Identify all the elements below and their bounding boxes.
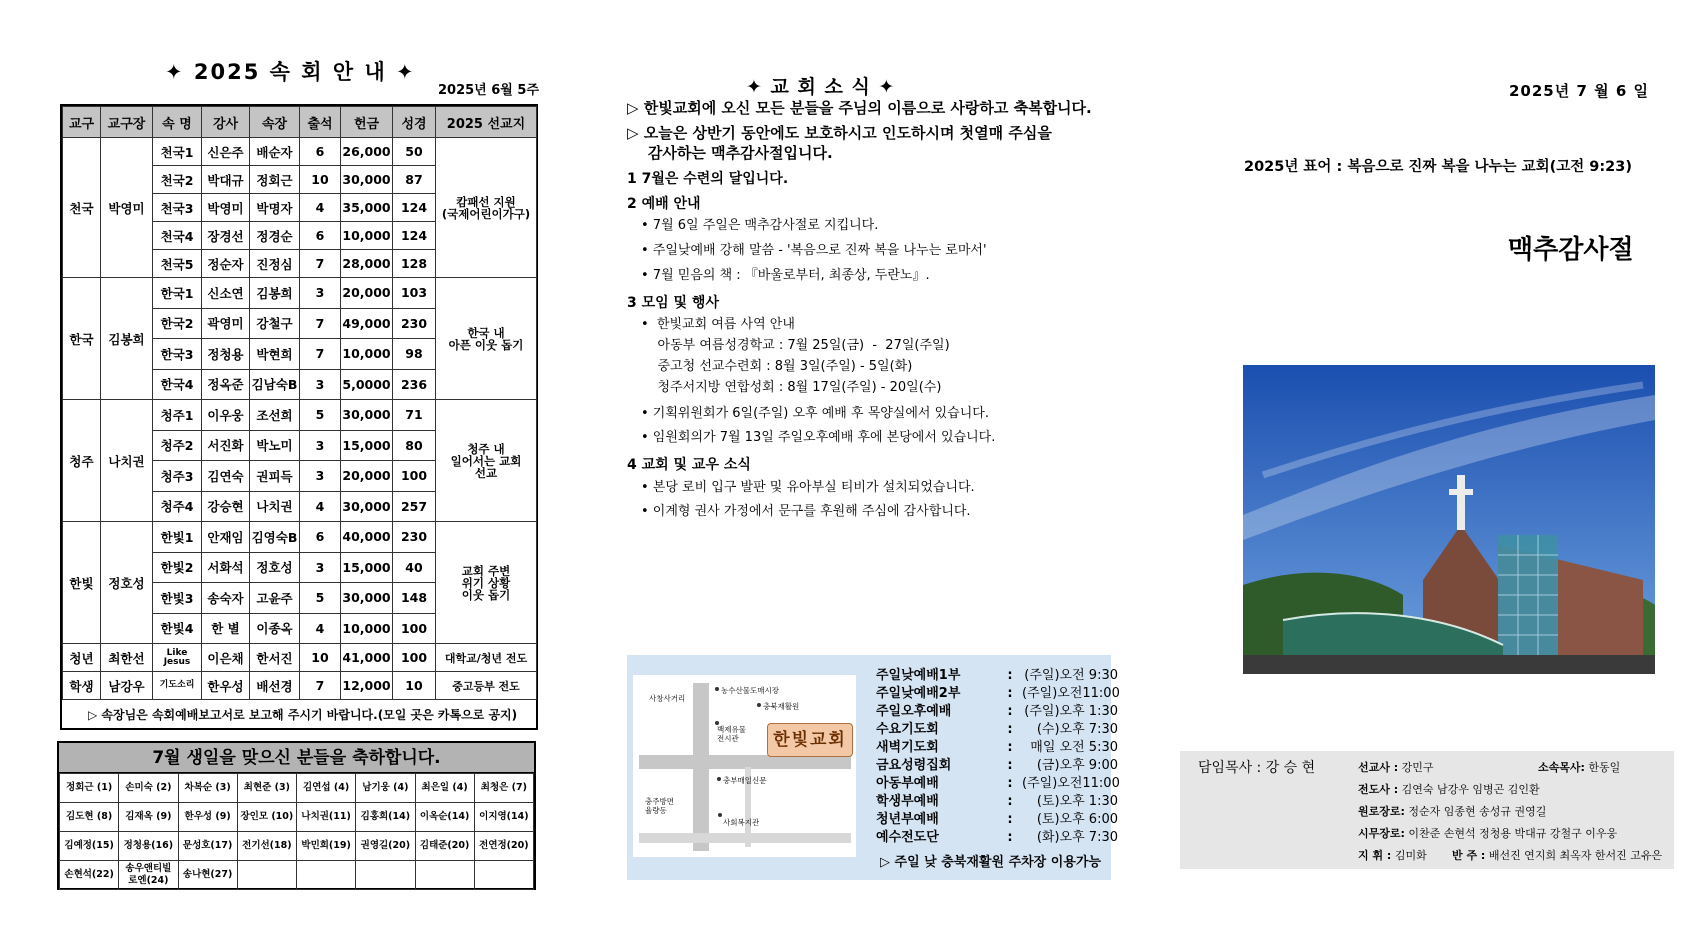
table-cell: 41,000 (341, 644, 393, 672)
service-time: (금)오후 9:00 (1036, 758, 1118, 773)
map-marker (757, 703, 761, 707)
table-row (63, 400, 537, 431)
news-section-3: 3 모임 및 행사 (627, 295, 719, 311)
table-cell: 28,000 (341, 250, 393, 278)
birthday-cell: 정회근 (1) (60, 774, 119, 803)
table-cell: 신은주 (202, 138, 250, 166)
church-location-map[interactable] (633, 675, 856, 857)
table-row (63, 138, 537, 166)
staff-names: 이찬준 손현석 정청용 박대규 강철구 이우웅 (1408, 827, 1618, 840)
table-cell: 230 (393, 308, 436, 339)
intro-line: 감사하는 맥추감사절입니다. (627, 144, 833, 162)
table-cell: 230 (393, 522, 436, 553)
table-cell: 청주3 (153, 461, 202, 492)
table-cell: 7 (300, 250, 341, 278)
birthday-cell: 한우성 (9) (178, 803, 237, 832)
district-leader-cell: 나치권 (101, 400, 153, 522)
table-cell: 배순자 (250, 138, 300, 166)
map-marker (717, 777, 721, 781)
intro-line: ▷ 한빛교회에 오신 모든 분들을 주님의 이름으로 사랑하고 축복합니다. (627, 99, 1092, 117)
birthday-cell: 김홍희(14) (356, 803, 415, 832)
table-cell: 천국5 (153, 250, 202, 278)
cell-group-table-frame (60, 104, 538, 730)
birthday-cell: 장인모 (10) (237, 803, 296, 832)
table-cell: 10 (393, 672, 436, 700)
birthday-cell: 김태준(20) (415, 832, 474, 861)
table-cell: 80 (393, 430, 436, 461)
table-cell: 정경순 (250, 222, 300, 250)
schedule-row (876, 808, 1118, 826)
birthday-cell: 문성호(17) (178, 832, 237, 861)
birthday-cell: 최현준 (3) (237, 774, 296, 803)
sep: : (1007, 704, 1013, 719)
table-cell: 15,000 (341, 552, 393, 583)
table-cell: 한국1 (153, 278, 202, 309)
table-cell: 26,000 (341, 138, 393, 166)
staff-names: 배선진 연지희 최옥자 한서진 고유은 (1488, 849, 1663, 862)
table-cell: 4 (300, 194, 341, 222)
table-cell: 124 (393, 222, 436, 250)
col-header: 헌금 (341, 107, 393, 138)
district-leader-cell: 정호성 (101, 522, 153, 644)
staff-names: 정순자 임종현 송성규 권영길 (1408, 805, 1547, 818)
table-cell: 3 (300, 461, 341, 492)
table-cell: 최한선 (101, 644, 153, 672)
table-cell: 71 (393, 400, 436, 431)
table-cell: 장경선 (202, 222, 250, 250)
table-cell: 곽영미 (202, 308, 250, 339)
news-item: • 주일낮예배 강해 말씀 - '복음으로 진짜 복을 나누는 로마서' (641, 243, 987, 258)
schedule-row (876, 664, 1118, 682)
table-cell: 고윤주 (250, 583, 300, 614)
service-name: 학생부예배 (876, 794, 939, 809)
birthday-cell: 김연섭 (4) (297, 774, 356, 803)
table-cell: 7 (300, 308, 341, 339)
table-cell: 7 (300, 672, 341, 700)
table-cell: 3 (300, 552, 341, 583)
table-cell: 한우성 (202, 672, 250, 700)
service-name: 주일오후예배 (876, 704, 952, 719)
service-time: (주일)오전11:00 (1022, 776, 1120, 791)
table-cell: 5 (300, 583, 341, 614)
staff-role: 소속목사: (1538, 761, 1585, 774)
table-cell: 안재임 (202, 522, 250, 553)
church-photo (1243, 365, 1655, 674)
birthday-cell: 이옥순(14) (415, 803, 474, 832)
district-cell: 천국 (63, 138, 101, 278)
table-cell: 정청용 (202, 339, 250, 370)
birthday-cell: 전기선(18) (237, 832, 296, 861)
service-time: (주일)오후 1:30 (1024, 704, 1118, 719)
staff-names: 한동일 (1588, 761, 1621, 774)
sep: : (1007, 722, 1013, 737)
map-label: 충주방면 율량동 (645, 797, 674, 815)
map-label: 농수산물도매시장 (721, 686, 779, 695)
schedule-row (876, 826, 1118, 844)
birthday-cell: 이지영(14) (474, 803, 533, 832)
birthday-row (60, 774, 534, 803)
staff-accompanist (1452, 847, 1662, 863)
birthday-cell: 손현석(22) (60, 861, 119, 890)
table-cell: 10 (300, 644, 341, 672)
service-time: (화)오후 7:30 (1036, 830, 1118, 845)
table-cell: 중고등부 전도 (436, 672, 537, 700)
table-cell: 98 (393, 339, 436, 370)
col-header: 교구 (63, 107, 101, 138)
birthday-table (59, 773, 534, 890)
table-cell: 124 (393, 194, 436, 222)
table-cell: 김연숙 (202, 461, 250, 492)
map-label: 사창사거리 (649, 694, 686, 703)
col-header: 2025 선교지 (436, 107, 537, 138)
table-cell: 한빛4 (153, 613, 202, 644)
birthday-row (60, 861, 534, 890)
staff-role: 반 주 : (1452, 849, 1486, 862)
table-cell: 한국3 (153, 339, 202, 370)
table-cell: 정호성 (250, 552, 300, 583)
table-cell: 10,000 (341, 222, 393, 250)
service-name: 예수전도단 (876, 830, 939, 845)
birthday-cell (356, 861, 415, 890)
table-cell: 128 (393, 250, 436, 278)
table-cell: 30,000 (341, 491, 393, 522)
table-row (63, 672, 537, 700)
table-cell: 10 (300, 166, 341, 194)
birthday-cell: 최청은 (7) (474, 774, 533, 803)
birthday-cell: 남기웅 (4) (356, 774, 415, 803)
table-cell: 257 (393, 491, 436, 522)
table-cell: 배선경 (250, 672, 300, 700)
table-cell: 5,0000 (341, 369, 393, 400)
table-cell: 20,000 (341, 278, 393, 309)
meeting-title: ✦ 2025 속 회 안 내 ✦ (165, 60, 416, 84)
table-cell: 7 (300, 339, 341, 370)
staff-names: 강민구 (1401, 761, 1434, 774)
table-cell: 이은채 (202, 644, 250, 672)
table-cell: 서진화 (202, 430, 250, 461)
birthday-cell: 차복순 (3) (178, 774, 237, 803)
senior-pastor: 담임목사 : 강 승 현 (1198, 760, 1316, 776)
birthday-cell: 권영길(20) (356, 832, 415, 861)
service-name: 수요기도회 (876, 722, 939, 737)
leader-report-note: ▷ 속장님은 속회예배보고서로 보고해 주시기 바랍니다.(모일 곳은 카톡으로 공지) (88, 708, 518, 722)
service-name: 청년부예배 (876, 812, 939, 827)
sep: : (1007, 740, 1013, 755)
service-time: (토)오후 1:30 (1036, 794, 1118, 809)
intro-line: ▷ 오늘은 상반기 동안에도 보호하시고 인도하시며 첫열매 주심을 (627, 124, 1052, 142)
table-cell: 20,000 (341, 461, 393, 492)
table-cell: 한 별 (202, 613, 250, 644)
staff-conductor (1358, 847, 1427, 863)
news-item: • 7월 6일 주일은 맥추감사절로 지킵니다. (641, 218, 879, 233)
table-cell: Like Jesus (153, 644, 202, 672)
staff-missionary (1358, 759, 1434, 775)
table-cell: 12,000 (341, 672, 393, 700)
table-cell: 100 (393, 644, 436, 672)
table-cell: 148 (393, 583, 436, 614)
birthday-cell: 정청용(16) (119, 832, 178, 861)
map-label: 충부매일신문 (723, 776, 767, 785)
table-cell: 김봉희 (250, 278, 300, 309)
table-cell: 정옥준 (202, 369, 250, 400)
table-cell: 김남숙B (250, 369, 300, 400)
table-cell: 정회근 (250, 166, 300, 194)
table-cell: 박노미 (250, 430, 300, 461)
birthday-cell: 박민희(19) (297, 832, 356, 861)
table-cell: 강승현 (202, 491, 250, 522)
col-header: 속 명 (153, 107, 202, 138)
staff-elders (1358, 825, 1617, 841)
news-item: 중고청 선교수련회 : 8월 3일(주일) - 5일(화) (641, 359, 913, 374)
table-cell: 박현희 (250, 339, 300, 370)
church-news-title: ✦ 교 회 소 식 ✦ (746, 76, 896, 98)
district-leader-cell: 김봉희 (101, 278, 153, 400)
staff-elders-emeritus (1358, 803, 1546, 819)
sep: : (1007, 758, 1013, 773)
map-label: 충북재활원 (763, 702, 800, 711)
table-cell: 50 (393, 138, 436, 166)
table-cell: 박대규 (202, 166, 250, 194)
news-item: • 본당 로비 입구 발판 및 유아부실 티비가 설치되었습니다. (641, 480, 975, 495)
meeting-date: 2025년 6월 5주 (438, 83, 539, 98)
table-cell: 나치권 (250, 491, 300, 522)
staff-role: 원로장로: (1358, 805, 1405, 818)
table-cell: 이종옥 (250, 613, 300, 644)
table-cell: 3 (300, 430, 341, 461)
table-cell: 15,000 (341, 430, 393, 461)
table-cell: 4 (300, 491, 341, 522)
table-cell: 청주2 (153, 430, 202, 461)
table-cell: 103 (393, 278, 436, 309)
table-cell: 서화석 (202, 552, 250, 583)
table-cell: 236 (393, 369, 436, 400)
schedule-row (876, 754, 1118, 772)
staff-names: 김연숙 남강우 임병곤 김인환 (1401, 783, 1540, 796)
staff-role: 전도사 : (1358, 783, 1399, 796)
table-cell: 6 (300, 222, 341, 250)
birthday-cell: 나치권(11) (297, 803, 356, 832)
col-header: 교구장 (101, 107, 153, 138)
table-cell: 한국2 (153, 308, 202, 339)
news-item: • 7월 믿음의 책 : 『바울로부터, 최종상, 두란노』. (641, 268, 930, 283)
birthday-cell: 김도현 (8) (60, 803, 119, 832)
table-cell: 권피득 (250, 461, 300, 492)
church-staff-box (1180, 751, 1674, 869)
service-time: (수)오후 7:30 (1036, 722, 1118, 737)
table-cell: 천국3 (153, 194, 202, 222)
district-cell: 한국 (63, 278, 101, 400)
news-item: • 기획위원회가 6일(주일) 오후 예배 후 목양실에서 있습니다. (641, 406, 989, 421)
bulletin-date: 2025년 7 월 6 일 (1509, 82, 1649, 100)
birthday-title: 7월 생일을 맞으신 분들을 축하합니다. (59, 743, 534, 773)
table-cell: 한서진 (250, 644, 300, 672)
table-cell: 30,000 (341, 166, 393, 194)
news-section-2: 2 예배 안내 (627, 196, 701, 212)
table-cell: 기도소리 (153, 672, 202, 700)
birthday-cell: 손미숙 (2) (119, 774, 178, 803)
schedule-row (876, 718, 1118, 736)
birthday-cell: 송우앤티빌 로엔(24) (119, 861, 178, 890)
service-time: (주일)오전 9:30 (1024, 668, 1118, 683)
news-item: 청주서지방 연합성회 : 8월 17일(주일) - 20일(수) (641, 380, 942, 395)
table-cell: 3 (300, 369, 341, 400)
table-cell: 남강우 (101, 672, 153, 700)
table-cell: 한빛1 (153, 522, 202, 553)
staff-evangelists (1358, 781, 1540, 797)
parking-note: ▷ 주일 낮 충북재활원 주차장 이용가능 (880, 855, 1101, 870)
table-cell: 대학교/청년 전도 (436, 644, 537, 672)
birthday-cell: 김예정(15) (60, 832, 119, 861)
map-marker (718, 813, 722, 817)
sep: : (1007, 776, 1013, 791)
sep: : (1007, 794, 1013, 809)
table-cell: 35,000 (341, 194, 393, 222)
table-cell: 한빛2 (153, 552, 202, 583)
news-item: 아동부 여름성경학교 : 7월 25일(금) - 27일(주일) (641, 338, 950, 353)
table-cell: 청주1 (153, 400, 202, 431)
church-map-marker (767, 723, 853, 757)
col-header: 강사 (202, 107, 250, 138)
table-cell: 3 (300, 278, 341, 309)
table-cell: 6 (300, 522, 341, 553)
col-header: 속장 (250, 107, 300, 138)
table-cell: 10,000 (341, 613, 393, 644)
sep: : (1007, 668, 1013, 683)
table-cell: 100 (393, 461, 436, 492)
mission-cell: 청주 내 일어서는 교회 선교 (436, 400, 537, 522)
birthday-cell (474, 861, 533, 890)
staff-names: 김미화 (1394, 849, 1427, 862)
birthday-box (57, 741, 536, 890)
service-name: 금요성령집회 (876, 758, 952, 773)
col-header: 출석 (300, 107, 341, 138)
table-cell: 30,000 (341, 400, 393, 431)
news-item: • 이계형 권사 가정에서 문구를 후원해 주심에 감사합니다. (641, 504, 971, 519)
birthday-cell: 김재옥 (9) (119, 803, 178, 832)
district-cell: 청주 (63, 400, 101, 522)
service-name: 새벽기도회 (876, 740, 939, 755)
table-row (63, 522, 537, 553)
birthday-cell (237, 861, 296, 890)
church-name: 한빛교회 (773, 730, 847, 750)
table-cell: 신소연 (202, 278, 250, 309)
table-cell: 박영미 (202, 194, 250, 222)
table-cell: 40,000 (341, 522, 393, 553)
col-header: 성경 (393, 107, 436, 138)
table-cell: 김영숙B (250, 522, 300, 553)
table-cell: 천국4 (153, 222, 202, 250)
birthday-cell: 전연정(20) (474, 832, 533, 861)
staff-role: 선교사 : (1358, 761, 1399, 774)
news-item: • 한빛교회 여름 사역 안내 (641, 317, 795, 332)
table-cell: 청년 (63, 644, 101, 672)
table-cell: 5 (300, 400, 341, 431)
table-cell: 천국1 (153, 138, 202, 166)
table-row (63, 644, 537, 672)
news-section-4: 4 교회 및 교우 소식 (627, 457, 751, 473)
table-header-row (63, 107, 537, 138)
table-cell: 40 (393, 552, 436, 583)
news-item: • 임원회의가 7월 13일 주일오후예배 후에 본당에서 있습니다. (641, 430, 996, 445)
table-cell: 진정심 (250, 250, 300, 278)
service-name: 주일낮예배1부 (876, 668, 961, 683)
birthday-cell: 송나현(27) (178, 861, 237, 890)
table-cell: 30,000 (341, 583, 393, 614)
table-cell: 100 (393, 613, 436, 644)
birthday-cell: 최은일 (4) (415, 774, 474, 803)
service-time: (주일)오전11:00 (1022, 686, 1120, 701)
table-cell: 6 (300, 138, 341, 166)
church-motto: 2025년 표어 : 복음으로 진짜 복을 나누는 교회(고전 9:23) (1244, 159, 1632, 175)
birthday-cell (415, 861, 474, 890)
district-leader-cell: 박영미 (101, 138, 153, 278)
table-cell: 4 (300, 613, 341, 644)
cell-group-table (62, 106, 537, 726)
sep: : (1007, 686, 1013, 701)
table-cell: 49,000 (341, 308, 393, 339)
district-cell: 한빛 (63, 522, 101, 644)
sep: : (1007, 812, 1013, 827)
schedule-row (876, 682, 1118, 700)
schedule-row (876, 790, 1118, 808)
staff-assoc-pastor (1538, 759, 1620, 775)
table-cell: 청주4 (153, 491, 202, 522)
table-cell: 87 (393, 166, 436, 194)
sep: : (1007, 830, 1013, 845)
table-cell: 10,000 (341, 339, 393, 370)
service-time: 매일 오전 5:30 (1030, 740, 1118, 755)
table-cell: 한빛3 (153, 583, 202, 614)
mission-cell: 캄패선 지원 (국제어린이가구) (436, 138, 537, 278)
table-cell: 한국4 (153, 369, 202, 400)
table-cell: 학생 (63, 672, 101, 700)
schedule-row (876, 736, 1118, 754)
table-cell: 천국2 (153, 166, 202, 194)
bulletin-title: 맥추감사절 (1508, 235, 1634, 265)
mission-cell: 한국 내 아픈 이웃 돕기 (436, 278, 537, 400)
table-cell: 이우웅 (202, 400, 250, 431)
birthday-row (60, 803, 534, 832)
map-label: 백제유물 전시관 (717, 725, 746, 743)
service-name: 아동부예배 (876, 776, 939, 791)
table-cell: 강철구 (250, 308, 300, 339)
birthday-cell (297, 861, 356, 890)
table-cell: 송숙자 (202, 583, 250, 614)
service-time: (토)오후 6:00 (1036, 812, 1118, 827)
schedule-row (876, 772, 1118, 790)
map-label: 사회복지관 (723, 818, 760, 827)
map-marker (715, 687, 719, 691)
news-section-1: 1 7월은 수련의 달입니다. (627, 171, 789, 187)
schedule-row (876, 700, 1118, 718)
staff-role: 시무장로: (1358, 827, 1405, 840)
service-name: 주일낮예배2부 (876, 686, 961, 701)
table-row (63, 278, 537, 309)
table-cell: 조선희 (250, 400, 300, 431)
table-cell: 정순자 (202, 250, 250, 278)
table-cell: 박명자 (250, 194, 300, 222)
mission-cell: 교회 주변 위기 상황 이웃 돕기 (436, 522, 537, 644)
birthday-row (60, 832, 534, 861)
church-building-image (1243, 365, 1655, 674)
staff-role: 지 휘 : (1358, 849, 1392, 862)
